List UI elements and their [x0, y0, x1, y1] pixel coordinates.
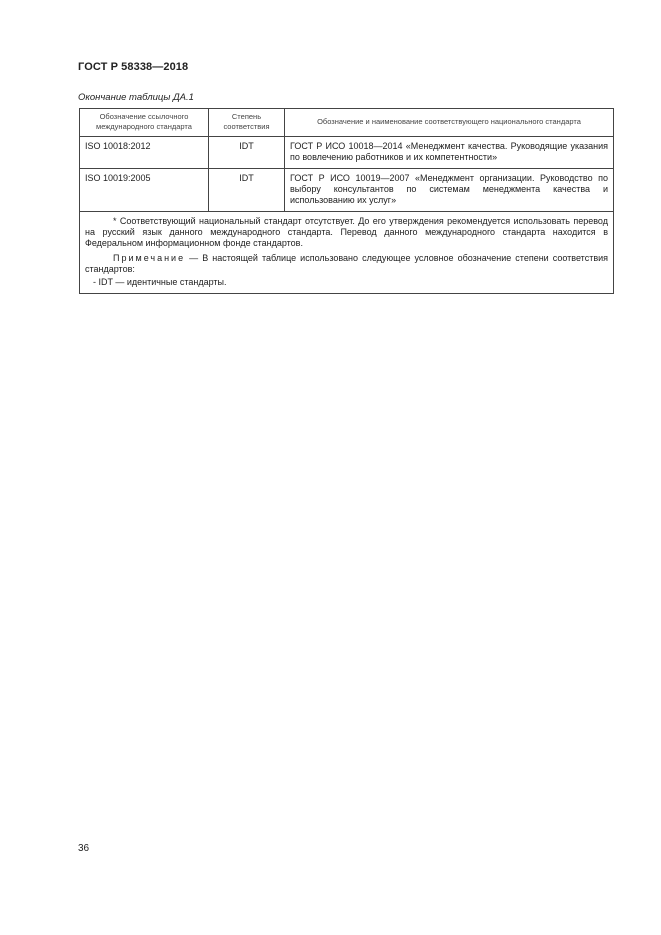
table-notes — [80, 212, 614, 294]
note-label: Примечание — [113, 253, 186, 263]
table-row — [80, 169, 614, 212]
note — [85, 253, 608, 275]
table-notes-row — [80, 212, 614, 294]
header-international-standard: Обозначение ссылочного международного стандарта — [80, 109, 209, 137]
note-text: — В настоящей таблице использовано следующее условное обозначение степени соответствия стандартов: — [85, 253, 608, 274]
header-degree: Степень соответствия — [209, 109, 285, 137]
cell-degree: IDT — [209, 137, 285, 169]
table-row — [80, 137, 614, 169]
cell-national-standard: ГОСТ Р ИСО 10018—2014 «Менеджмент качества. Руководящие указания по вовлечению работников и их компетентности» — [285, 137, 614, 169]
cell-degree: IDT — [209, 169, 285, 212]
table-header-row — [80, 109, 614, 137]
table-caption: Окончание таблицы ДА.1 — [78, 92, 194, 103]
correspondence-table — [79, 108, 614, 294]
cell-national-standard: ГОСТ Р ИСО 10019—2007 «Менеджмент организации. Руководство по выбору консультантов по системам менеджмента качества и использованию их услуг» — [285, 169, 614, 212]
document-header: ГОСТ Р 58338—2018 — [78, 61, 189, 73]
cell-international-standard: ISO 10018:2012 — [80, 137, 209, 169]
note-item: - IDT — идентичные стандарты. — [93, 277, 227, 287]
header-national-standard: Обозначение и наименование соответствующего национального стандарта — [285, 109, 614, 137]
page-number: 36 — [78, 843, 90, 854]
cell-international-standard: ISO 10019:2005 — [80, 169, 209, 212]
footnote: * Соответствующий национальный стандарт отсутствует. До его утверждения рекомендуется использовать перевод на русский язык данного международного стандарта. Перевод данного международного стандарта находится в Федеральном информационном фонде стандартов. — [85, 216, 608, 248]
